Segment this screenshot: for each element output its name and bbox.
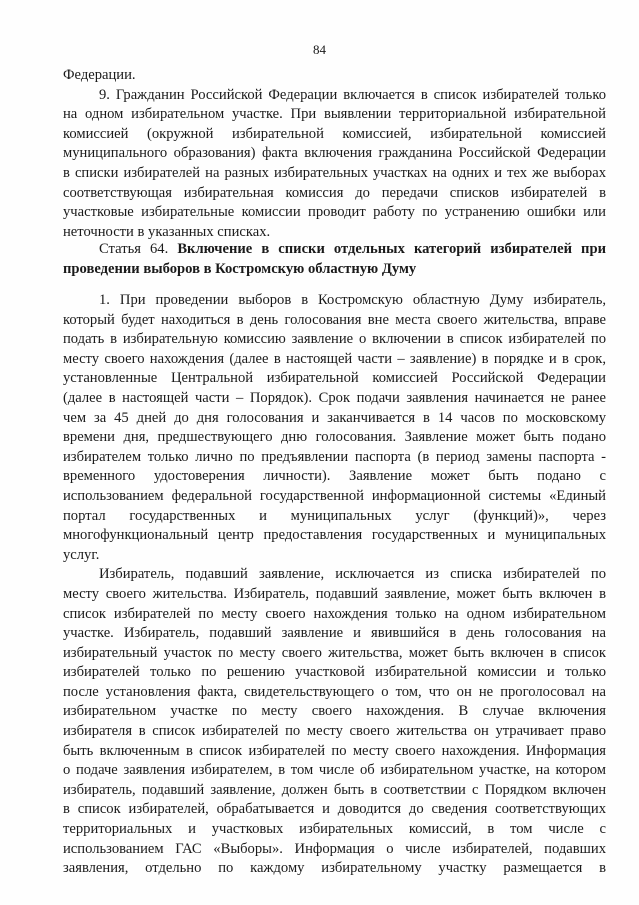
article-64-body-line: после установления факта, свидетельствующего о том, что он не проголосовал на (63, 683, 606, 700)
article-64-body-line: избиратель, подавший заявление, должен быть в соответствии с Порядком включен (63, 781, 606, 798)
article-64-body-line: избирателя в список избирателей по месту своего жительства он утрачивает право (63, 723, 606, 740)
article-64-body-line: избирательном участке по месту своего нахождения. В случае включения (63, 703, 606, 720)
paragraph-9-line: соответствующая избирательная комиссия до передачи списков избирателей в (63, 184, 606, 201)
article-64-body-line: территориальных и участковых избирательных комиссий, в том числе с (63, 821, 606, 838)
article-64-heading (63, 240, 606, 279)
article-64-body-line: быть включенным в список избирателей по месту своего нахождения. Информация (63, 742, 606, 759)
paragraph-9-line: муниципального образования) факта включения гражданина Российской Федерации (63, 145, 606, 162)
article-64-body-line: чем за 45 дней до дня голосования и заканчивается в 14 часов по московскому (63, 409, 606, 426)
article-64-body-line: Избиратель, подавший заявление, исключается из списка избирателей по (99, 566, 606, 583)
article-number: Статья 64. (99, 241, 178, 257)
paragraph-9-line: участковые избирательные комиссии проводит работу по устранению ошибки или (63, 204, 606, 221)
article-64-body-line: временного удостоверения личности). Заявление может быть подано с (63, 468, 606, 485)
article-64-body-line: времени дня, предшествующего дню голосования. Заявление может быть подано (63, 429, 606, 446)
article-title: проведении выборов в Костромскую областную Думу (63, 260, 417, 277)
article-64-body-line: многофункциональный центр предоставления государственных и муниципальных (63, 527, 606, 544)
article-64-body-line: месту своего жительства. Избиратель, подавший заявление, может быть включен в (63, 585, 606, 602)
article-heading-line (63, 240, 606, 260)
article-title: Включение в списки отдельных категорий избирателей при (177, 241, 606, 257)
article-64-body-line: заявления, отдельно по каждому избирательному участку размещается в (63, 860, 606, 877)
paragraph-9-line: неточности в указанных списках. (63, 223, 271, 240)
article-64-body-line: услуг. (63, 546, 100, 563)
article-64-body-line: избирателем только лично по предъявлении паспорта (в период замены паспорта - (63, 448, 606, 465)
article-64-body-line: подать в избирательную комиссию заявление о включении в список избирателей по (63, 331, 606, 348)
article-64-body-line: месту своего нахождения (далее в настоящей части – заявление) в порядке и в срок, (63, 350, 606, 367)
paragraph-9-line: 9. Гражданин Российской Федерации включается в список избирателей только (99, 86, 606, 103)
article-64-body-line: использованием ГАС «Выборы». Информация о числе избирателей, подавших (63, 840, 606, 857)
article-64-body-line: список избирателей по месту своего нахождения только на одном избирательном (63, 605, 606, 622)
article-64-body-line: портал государственных и муниципальных услуг (функций)», через (63, 507, 606, 524)
article-64-body-line: избирательный участок по месту своего жительства, может быть включен в список (63, 644, 606, 661)
paragraph-9-line: на одном избирательном участке. При выявлении территориальной избирательной (63, 106, 606, 123)
paragraph-9-line: в списки избирателей на разных избирательных участках на одних и тех же выборах (63, 164, 606, 181)
article-64-body-line: использованием федеральной государственной информационной системы «Единый (63, 487, 606, 504)
article-64-body-line: который будет находиться в день голосования вне места своего жительства, вправе (63, 311, 606, 328)
article-64-body (63, 291, 606, 879)
article-64-body-line: о подаче заявления избирателем, в том числе об избирательном участке, на котором (63, 762, 606, 779)
article-64-body-line: в список избирателей, обрабатывается и доводится до сведения соответствующих (63, 801, 606, 818)
article-heading-line (63, 260, 606, 280)
article-64-body-line: установленные Центральной избирательной комиссией Российской Федерации (63, 370, 606, 387)
paragraph-9-line: комиссией (окружной избирательной комиссией, избирательной комиссией (63, 125, 606, 142)
page-number: 84 (313, 42, 326, 57)
article-64-body-line: 1. При проведении выборов в Костромскую областную Думу избиратель, (99, 292, 606, 308)
paragraph-9-block (63, 66, 606, 242)
article-64-body-line: участке. Избиратель, подавший заявление и явившийся в день голосования на (63, 625, 606, 642)
paragraph-9-line: Федерации. (63, 67, 136, 83)
article-64-body-line: избирателей только по решению участковой избирательной комиссии и только (63, 664, 606, 681)
article-64-body-line: (далее в настоящей части – Порядок). Срок подачи заявления начинается не ранее (63, 389, 606, 406)
